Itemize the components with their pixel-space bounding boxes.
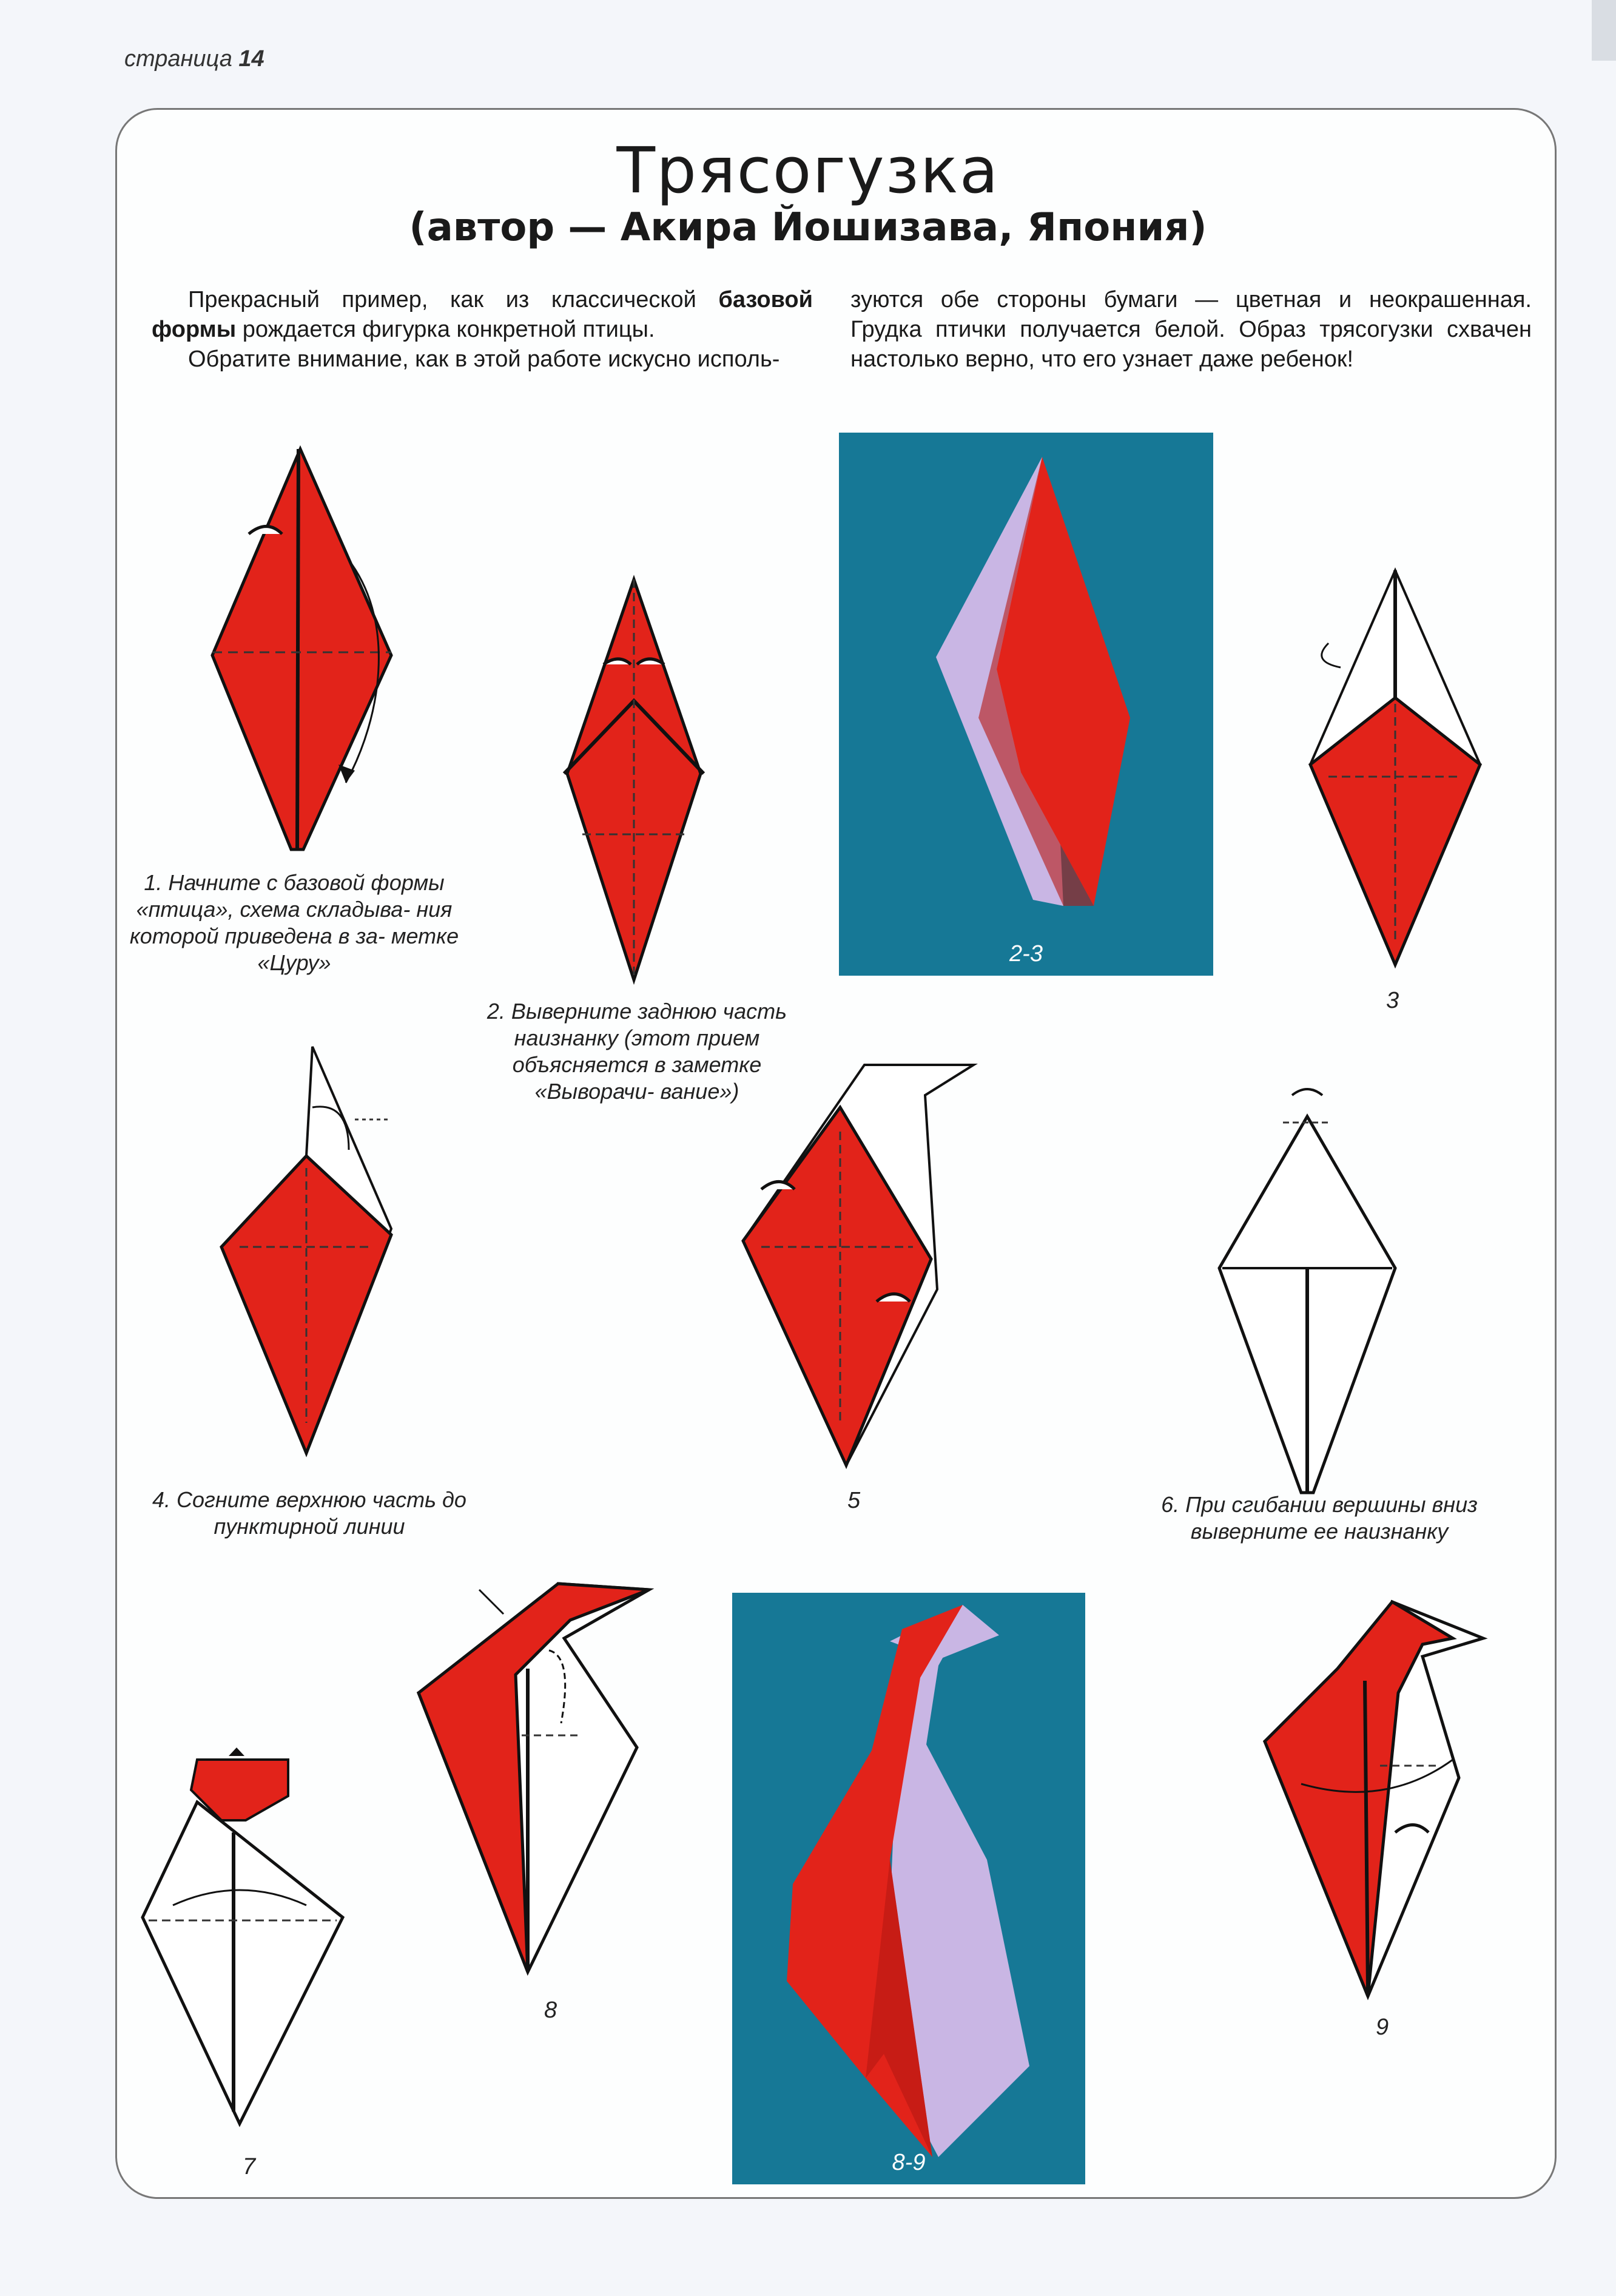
- article-subtitle: (автор — Акира Йошизава, Япония): [409, 205, 1207, 250]
- step-2-caption: 2. Выверните заднюю часть наизнанку (этот прием объясняется в заметке «Выворачи- вание»): [486, 999, 787, 1104]
- article-title: Трясогузка: [616, 133, 1000, 208]
- step-6-diagram: [1216, 1086, 1398, 1499]
- step-9-number: 9: [1376, 2014, 1389, 2040]
- page-label-prefix: страница: [124, 46, 232, 72]
- step-9-diagram: [1259, 1596, 1489, 2002]
- photo-2-3-label: 2-3: [1009, 941, 1043, 967]
- step-6-caption: 6. При сгибании вершины вниз выверните ее наизнанку: [1161, 1492, 1478, 1544]
- page-number: 14: [238, 46, 264, 72]
- photo-8-9-origami-image: [732, 1593, 1085, 2184]
- step-4-caption: 4. Согните верхнюю часть до пунктирной линии: [152, 1487, 466, 1539]
- step-8-number: 8: [544, 1997, 557, 2023]
- step-3-number: 3: [1386, 988, 1399, 1013]
- step-5-diagram: [743, 1059, 980, 1471]
- step-7-number: 7: [243, 2154, 256, 2180]
- page-edge-mark: [1592, 0, 1616, 61]
- intro-text-a: Прекрасный пример, как из классической: [188, 287, 719, 312]
- step-8-diagram: [419, 1578, 649, 1978]
- photo-2-3-origami-image: [839, 433, 1213, 976]
- intro-bold-term: базовой формы: [152, 287, 813, 342]
- photo-8-9-label: 8-9: [892, 2150, 926, 2175]
- intro-left-column: [152, 285, 813, 374]
- step-3-diagram: [1304, 564, 1486, 971]
- intro-text-c: рождается фигурка конкретной птицы.: [236, 317, 655, 342]
- intro-right-column: [850, 285, 1532, 374]
- step-7-diagram: [136, 1747, 349, 2130]
- step-4-diagram: [215, 1047, 397, 1459]
- intro-paragraph-3: зуются обе стороны бумаги — цветная и неокрашенная. Грудка птички получается белой. Образ трясогузки схвачен настолько верно, что его узнает даже ребенок!: [850, 287, 1532, 372]
- photo-8-9: [732, 1593, 1085, 2184]
- step-5-number: 5: [847, 1488, 861, 1513]
- intro-paragraph-1: [152, 285, 813, 345]
- step-1-diagram: [200, 443, 400, 856]
- intro-paragraph-2: Обратите внимание, как в этой работе искусно исполь-: [188, 346, 780, 372]
- photo-2-3: [839, 433, 1213, 976]
- step-1-caption: 1. Начните с базовой формы «птица», схема складыва- ния которой приведена в за- метке «Цуру»: [129, 870, 459, 975]
- page-label: [124, 46, 264, 72]
- step-2-diagram: [558, 573, 710, 986]
